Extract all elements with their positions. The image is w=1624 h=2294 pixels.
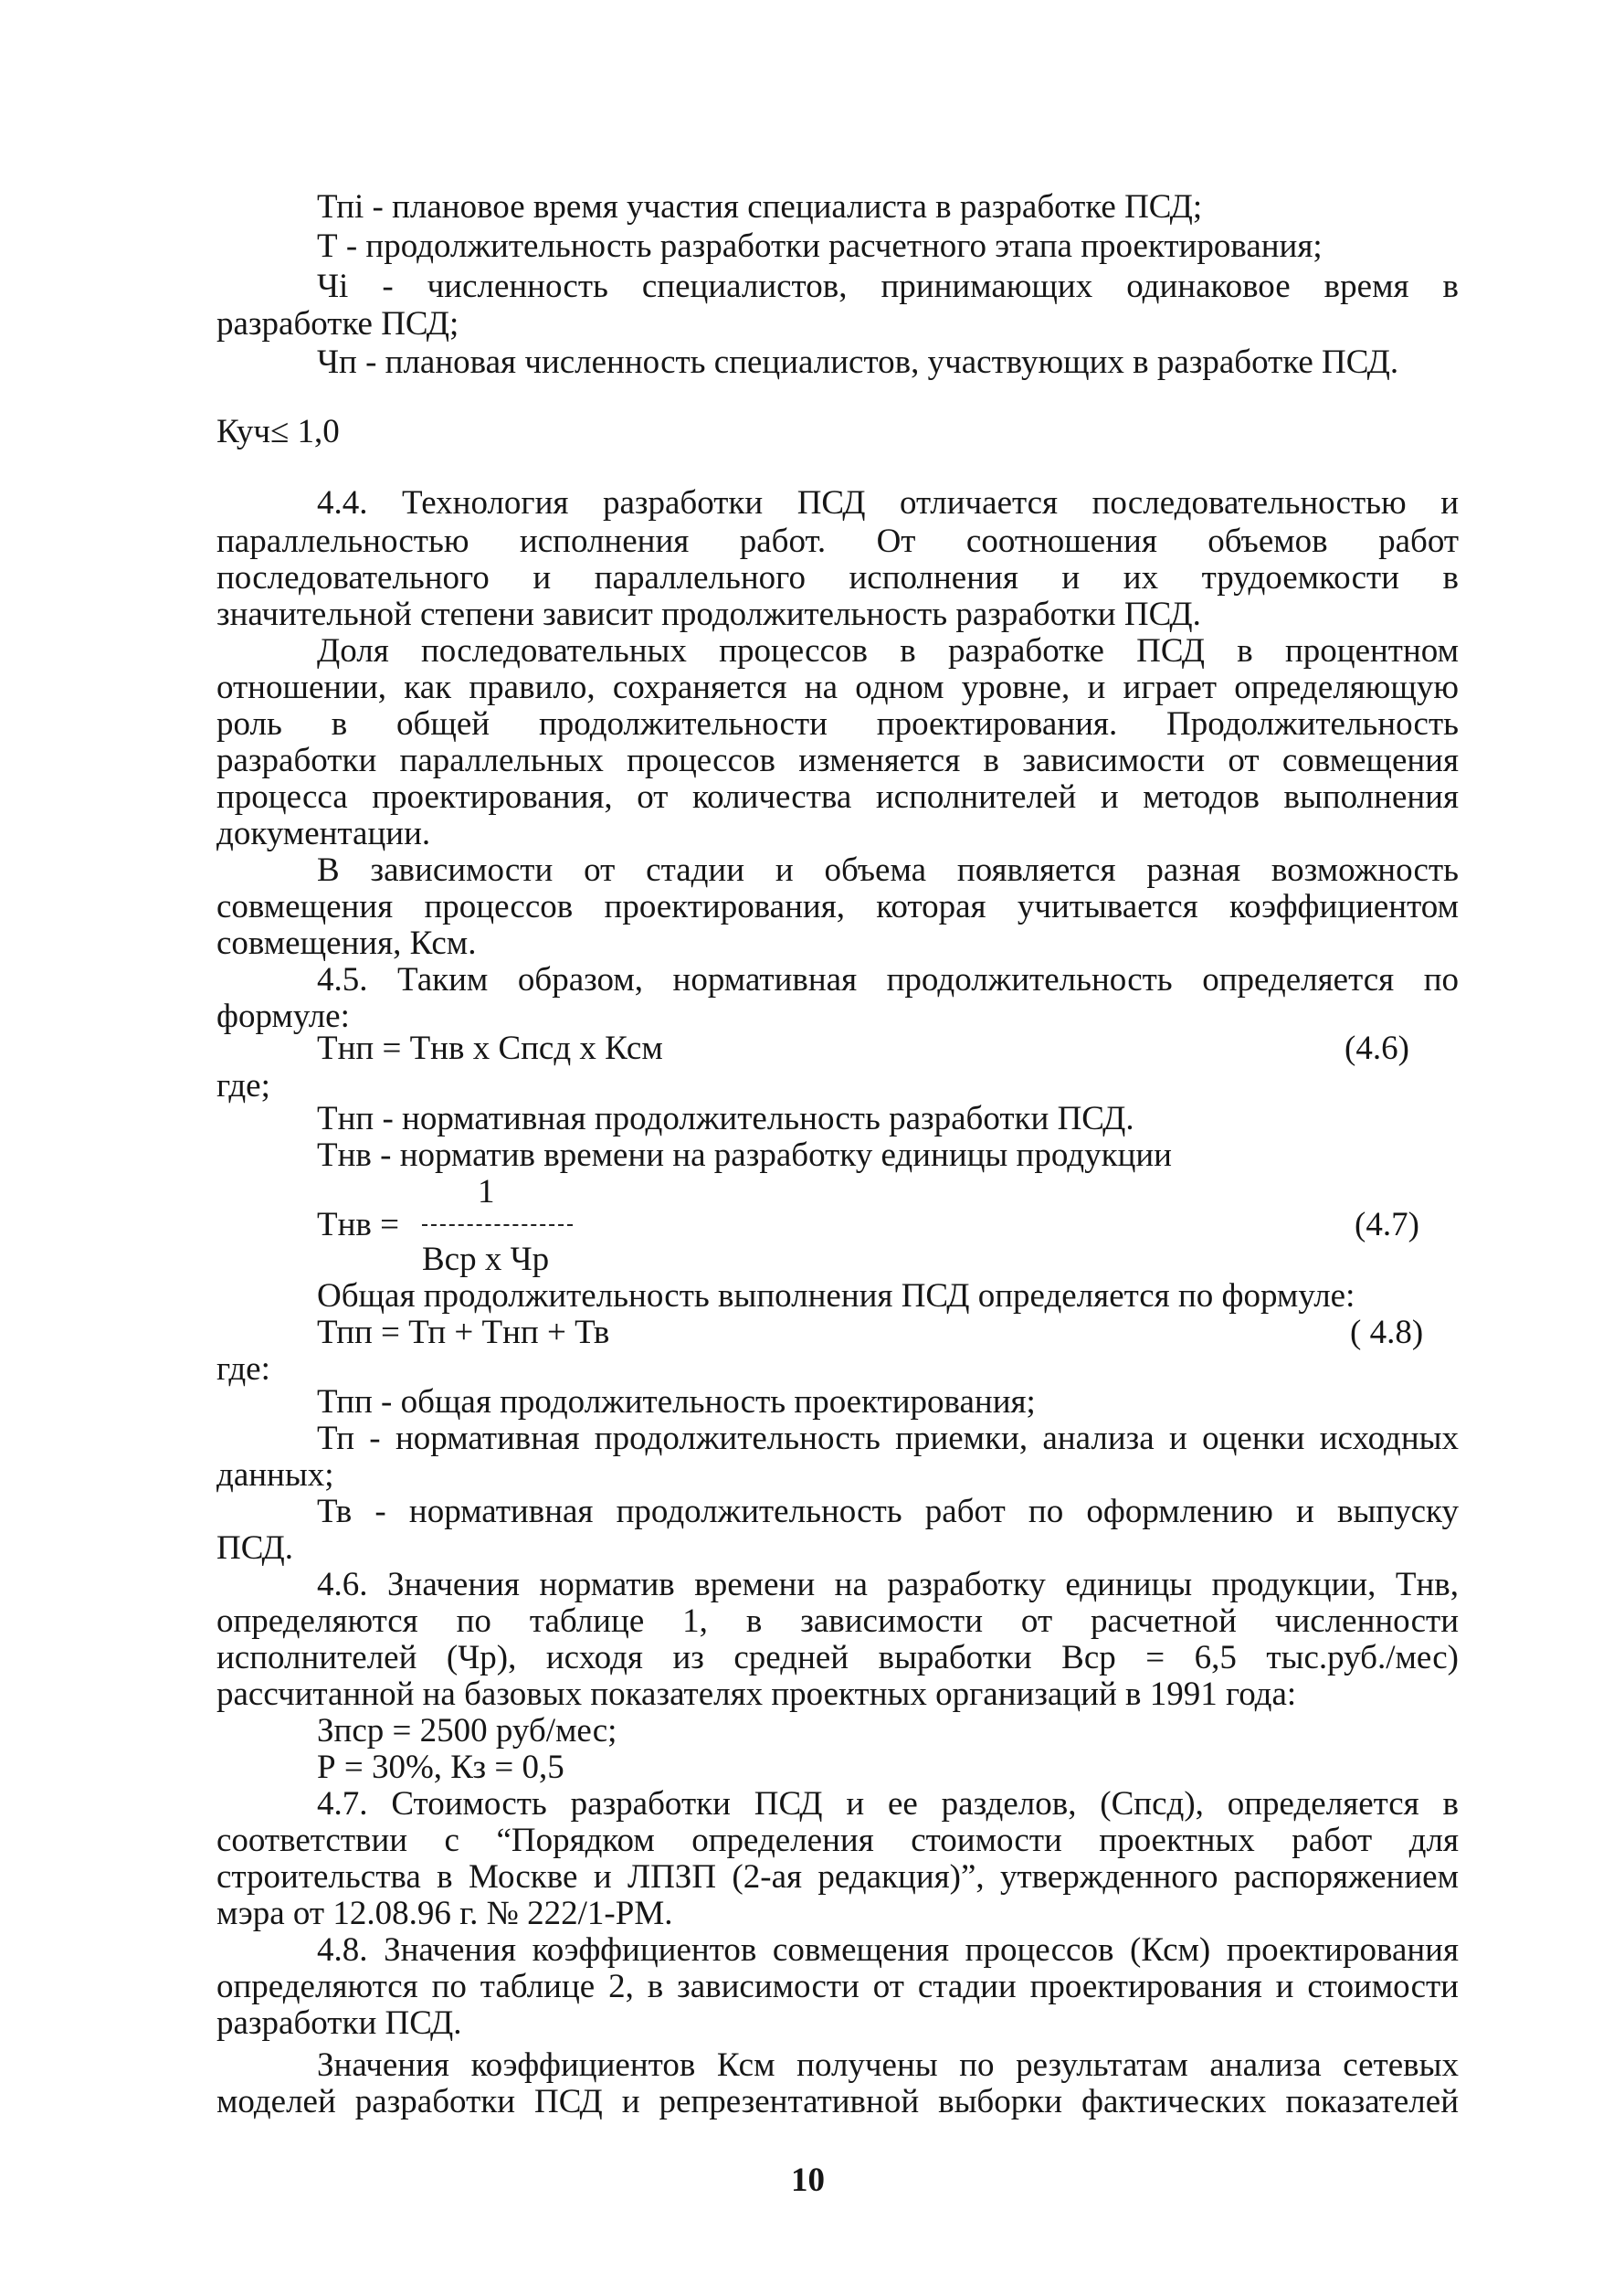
text-line: Тпп - общая продолжительность проектирования; [317,1383,1036,1421]
text-line: Р = 30%, Кз = 0,5 [317,1749,564,1786]
text-line: 4.6. Значения норматив времени на разработку единицы продукции, Тнв, [317,1566,1459,1603]
text-line: моделей разработки ПСД и репрезентативной выборки фактических показателей [216,2083,1459,2120]
equation-number: ( 4.8) [1350,1314,1424,1351]
text-line: рассчитанной на базовых показателях проектных организаций в 1991 года: [216,1676,1297,1713]
text-line: Т - продолжительность разработки расчетного этапа проектирования; [317,227,1323,265]
formula-4-7-lhs: Тнв = [317,1206,399,1243]
page-number: 10 [791,2162,825,2199]
text-line: 4.4. Технология разработки ПСД отличается последовательностью и [317,484,1459,522]
text-line: где; [216,1067,270,1105]
text-line: Чi - численность специалистов, принимающих одинаковое время в [317,268,1459,305]
text-line: 4.7. Стоимость разработки ПСД и ее разделов, (Спсд), определяется в [317,1785,1459,1823]
text-line: 4.8. Значения коэффициентов совмещения процессов (Ксм) проектирования [317,1931,1459,1969]
text-line: Тпi - плановое время участия специалиста в разработке ПСД; [317,188,1203,226]
text-line: Тп - нормативная продолжительность приемки, анализа и оценки исходных [317,1420,1459,1457]
text-line: мэра от 12.08.96 г. № 222/1-РМ. [216,1895,673,1932]
text-line: соответствии с “Порядком определения стоимости проектных работ для [216,1822,1459,1859]
fraction-bar [422,1224,573,1226]
text-line: Тнв - норматив времени на разработку единицы продукции [317,1136,1172,1174]
text-line: где: [216,1350,270,1388]
text-line: Тнп - нормативная продолжительность разработки ПСД. [317,1100,1134,1137]
equation-number: (4.7) [1355,1206,1419,1243]
fraction-denominator: Вср х Чр [422,1241,550,1278]
text-line: Доля последовательных процессов в разработке ПСД в процентном [317,632,1459,670]
text-line: Тв - нормативная продолжительность работ по оформлению и выпуску [317,1493,1459,1530]
fraction-numerator: 1 [478,1173,495,1210]
text-line: отношении, как правило, сохраняется на одном уровне, и играет определяющую [216,669,1459,706]
text-line: Значения коэффициентов Ксм получены по результатам анализа сетевых [317,2046,1459,2084]
text-line: разработке ПСД; [216,305,459,343]
text-line: ПСД. [216,1529,294,1567]
text-line: документации. [216,815,431,852]
text-line: Общая продолжительность выполнения ПСД определяется по формуле: [317,1277,1355,1315]
text-line: совмещения процессов проектирования, которая учитывается коэффициентом [216,888,1459,925]
text-line: исполнителей (Чр), исходя из средней выработки Вср = 6,5 тыс.руб./мес) [216,1639,1459,1676]
text-line: совмещения, Ксм. [216,925,477,962]
text-line: роль в общей продолжительности проектирования. Продолжительность [216,705,1459,743]
formula-4-8: Тпп = Тп + Тнп + Тв [317,1314,610,1351]
text-line: разработки ПСД. [216,2004,462,2042]
text-line: последовательного и параллельного исполнения и их трудоемкости в [216,559,1459,597]
equation-number: (4.6) [1345,1030,1409,1067]
text-line: процесса проектирования, от количества исполнителей и методов выполнения [216,778,1459,816]
text-line: параллельностью исполнения работ. От соотношения объемов работ [216,523,1459,560]
text-line: формуле: [216,998,350,1035]
text-line: Чп - плановая численность специалистов, участвующих в разработке ПСД. [317,344,1399,381]
formula-4-6: Тнп = Тнв х Спсд х Ксм [317,1030,663,1067]
text-line: определяются по таблице 2, в зависимости от стадии проектирования и стоимости [216,1968,1459,2005]
text-line: данных; [216,1456,334,1494]
text-line: строительства в Москве и ЛПЗП (2-ая редакция)”, утвержденного распоряжением [216,1858,1459,1896]
text-line: 4.5. Таким образом, нормативная продолжительность определяется по [317,961,1459,999]
text-line: Куч≤ 1,0 [216,413,340,450]
text-line: Зпср = 2500 руб/мес; [317,1712,617,1750]
text-line: значительной степени зависит продолжительность разработки ПСД. [216,596,1201,633]
text-line: В зависимости от стадии и объема появляется разная возможность [317,851,1459,889]
text-line: определяются по таблице 1, в зависимости от расчетной численности [216,1602,1459,1640]
text-line: разработки параллельных процессов изменяется в зависимости от совмещения [216,742,1459,779]
